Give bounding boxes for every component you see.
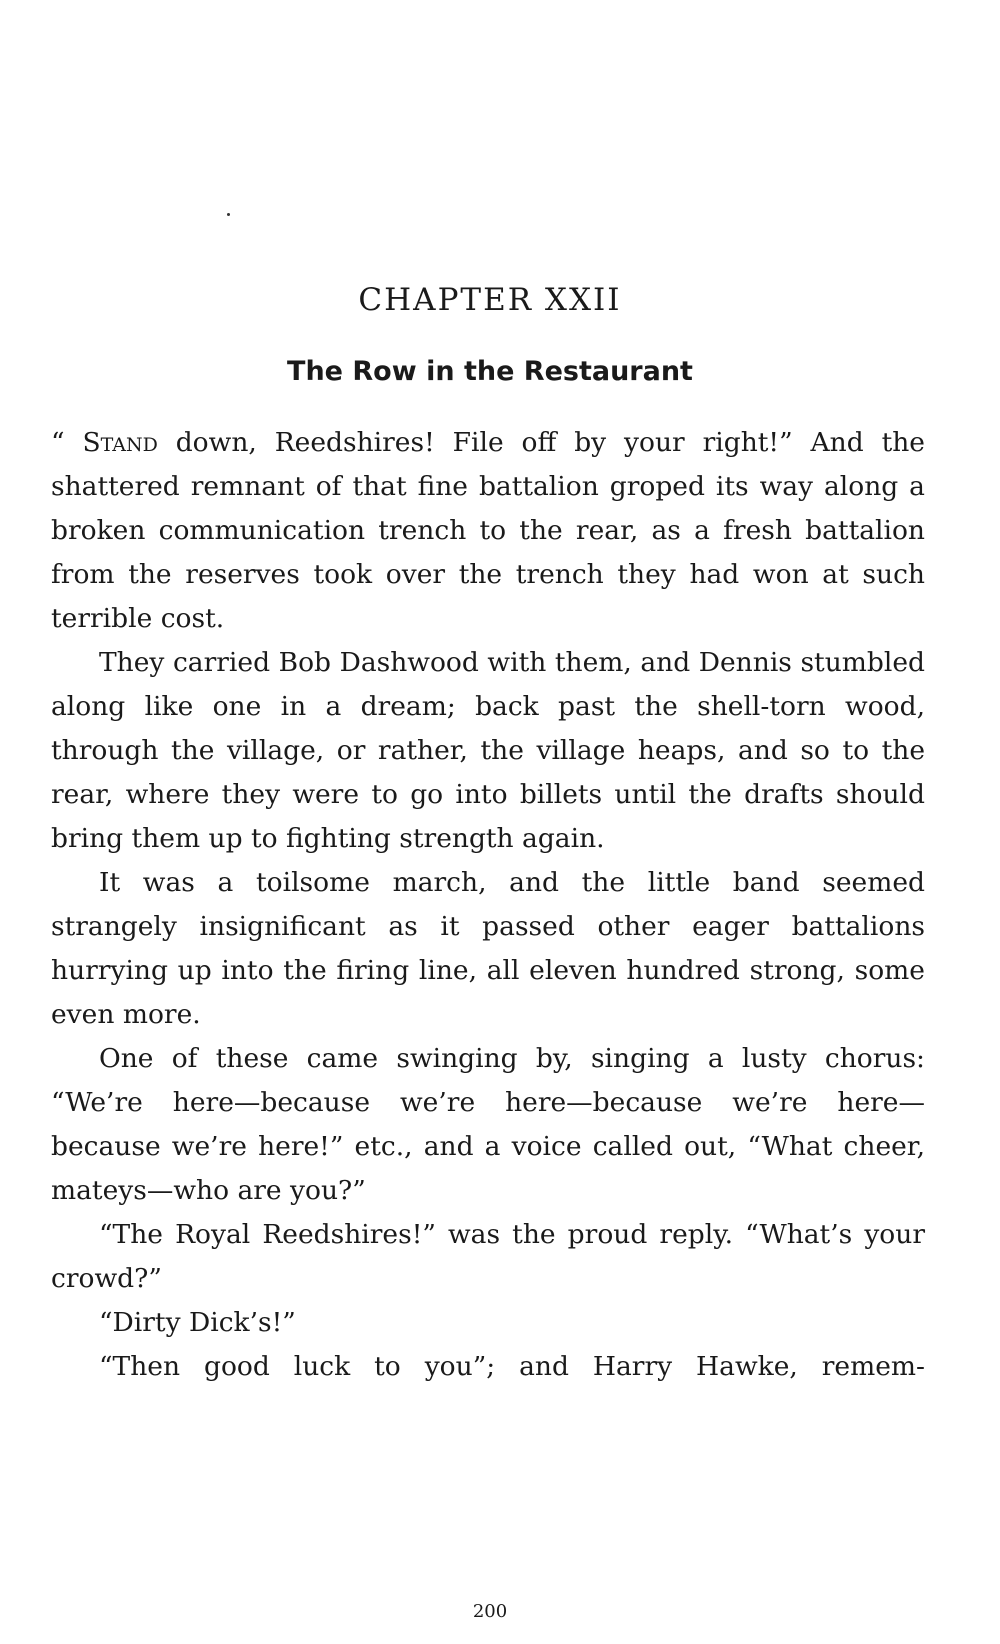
paragraph-4: One of these came swinging by, singing a lusty chorus: “We’re here—because we’re here—because we’re here—because we’re here!” etc., and a voice called out, “What cheer, mateys—who are you?” (51, 1043, 925, 1206)
chapter-title: The Row in the Restaurant (287, 356, 693, 387)
print-speck (227, 213, 230, 216)
paragraph-3: It was a toilsome march, and the little band seemed strangely insignificant as it passed other eager battalions hurrying up into the firing line, all eleven hundred strong, some even more. (51, 867, 925, 1030)
page-number: 200 (472, 1601, 508, 1622)
paragraph-1-text: down, Reedshires! File off by your right!” And the shattered remnant of that fine battalion groped its way along a broken communication trench to the rear, as a fresh battalion from the reserves took over the trench they had won at such terrible cost. (51, 427, 925, 634)
chapter-number: CHAPTER XXII (358, 282, 622, 318)
opening-quote: “ (51, 427, 83, 458)
paragraph-2: They carried Bob Dashwood with them, and Dennis stumbled along like one in a dream; back past the shell-torn wood, through the village, or rather, the village heaps, and so to the rear, where they were to go into billets until the drafts should bring them up to fighting strength again. (51, 647, 925, 854)
paragraph-1 (51, 421, 925, 641)
paragraph-6: “Dirty Dick’s!” (99, 1307, 296, 1338)
paragraph-5: “The Royal Reedshires!” was the proud reply. “What’s your crowd?” (51, 1219, 925, 1294)
opening-word: Stand (82, 427, 158, 458)
paragraph-7: “Then good luck to you”; and Harry Hawke, remem- (99, 1351, 925, 1382)
body-text (51, 421, 925, 1389)
